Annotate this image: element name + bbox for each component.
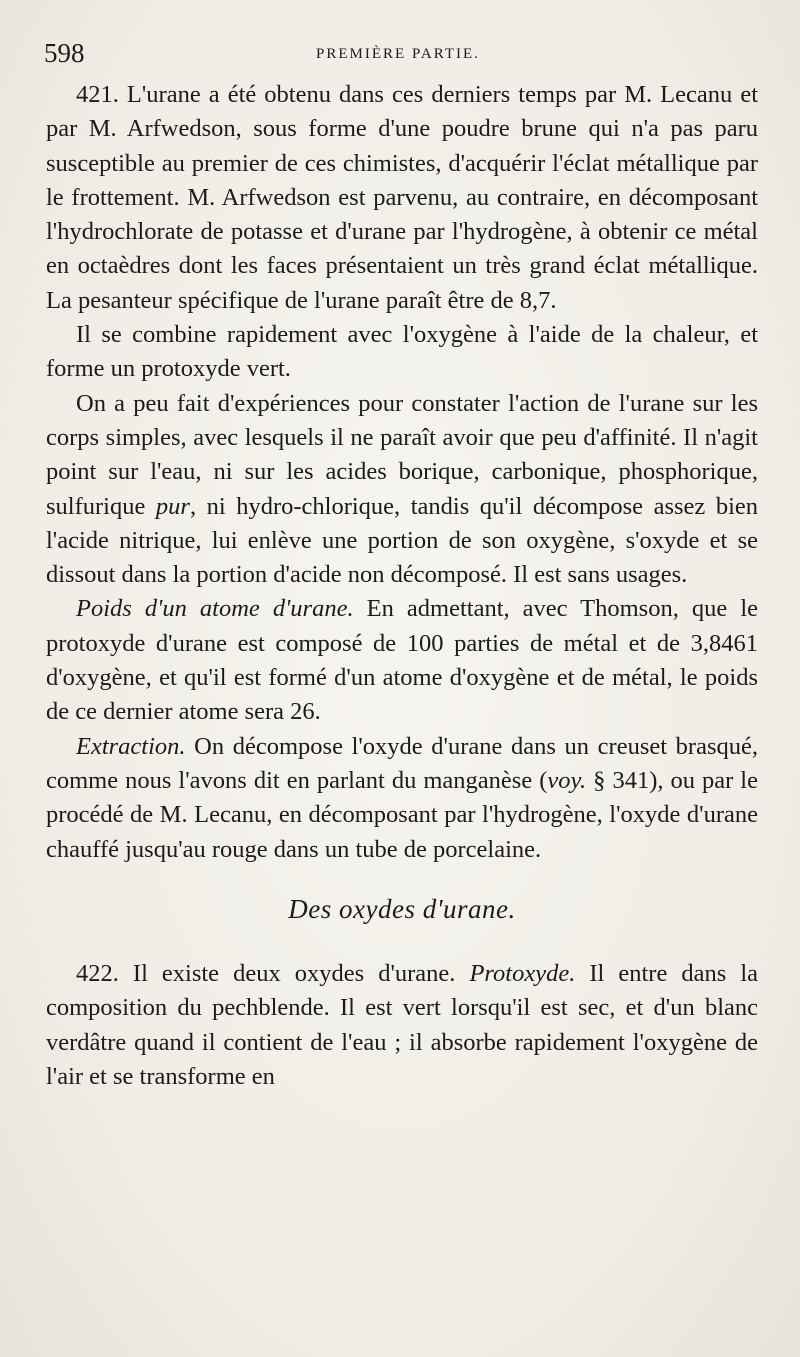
paragraph-421 (46, 78, 758, 318)
paragraph-text: On a peu fait d'expériences pour constater l'action de l'urane sur les corps simples, avec lesquels il ne paraît avoir que peu d'affinité. Il n'agit point sur l'eau, ni sur les acides borique, carbonique, phosphorique, sulfurique (46, 389, 758, 520)
page-body (46, 78, 758, 1094)
paragraph-number: 422. (76, 960, 119, 988)
paragraph-extraction (46, 730, 758, 867)
paragraph-text: Il existe deux oxydes d'urane. (118, 960, 470, 988)
paragraph-text: § 341), ou par le procédé de M. Lecanu, en décomposant par l'hydrogène, l'oxyde d'urane chauffé jusqu'au rouge dans un tube de porcelaine. (46, 766, 758, 863)
italic-term: pur (155, 492, 190, 520)
paragraph-atom-weight (46, 592, 758, 729)
paragraph-text: On décompose l'oxyde d'urane dans un creuset brasqué, comme nous l'avons dit en parlant du manganèse ( (46, 732, 758, 794)
page-header (44, 38, 752, 74)
paragraph-text: , ni hydro-chlorique, tandis qu'il décompose assez bien l'acide nitrique, lui enlève une portion de son oxygène, s'oxyde et se dissout dans la portion d'acide non décomposé. Il est sans usages. (46, 492, 758, 589)
italic-term: Protoxyde. (469, 960, 576, 988)
paragraph-number: 421. (76, 81, 119, 108)
italic-lead: Extraction. (76, 732, 186, 760)
paragraph-text: Il se combine rapidement avec l'oxygène à l'aide de la chaleur, et forme un protoxyde vert. (46, 321, 758, 383)
italic-reference: voy. (547, 766, 587, 794)
paragraph-text: L'urane a été obtenu dans ces derniers temps par M. Lecanu et par M. Arfwedson, sous forme d'une poudre brune qui n'a pas paru susceptible au premier de ces chimistes, d'acquérir l'éclat métallique par le frottement. M. Arfwedson est parvenu, au contraire, en décomposant l'hydrochlorate de potasse et d'urane par l'hydrogène, à obtenir ce métal en octaèdres dont les faces présentaient un très grand éclat métallique. La pesanteur spécifique de l'urane paraît être de 8,7. (46, 81, 758, 314)
paragraph-422 (46, 957, 758, 1094)
paragraph-text: En admettant, avec Thomson, que le protoxyde d'urane est composé de 100 parties de métal et de 3,8461 d'oxygène, et qu'il est formé d'un atome d'oxygène et de métal, le poids de ce dernier atome sera 26. (46, 595, 758, 726)
running-head: PREMIÈRE PARTIE. (316, 46, 480, 62)
section-title: Des oxydes d'urane. (288, 893, 516, 924)
paragraph-oxidation (46, 318, 758, 387)
paragraph-reactions (46, 387, 758, 593)
italic-lead: Poids d'un atome d'urane. (76, 595, 354, 623)
page-number: 598 (44, 38, 85, 68)
paragraph-text: Il entre dans la composition du pechblende. Il est vert lorsqu'il est sec, et d'un blanc verdâtre quand il contient de l'eau ; il absorbe rapidement l'oxygène de l'air et se transforme en (46, 960, 759, 1091)
